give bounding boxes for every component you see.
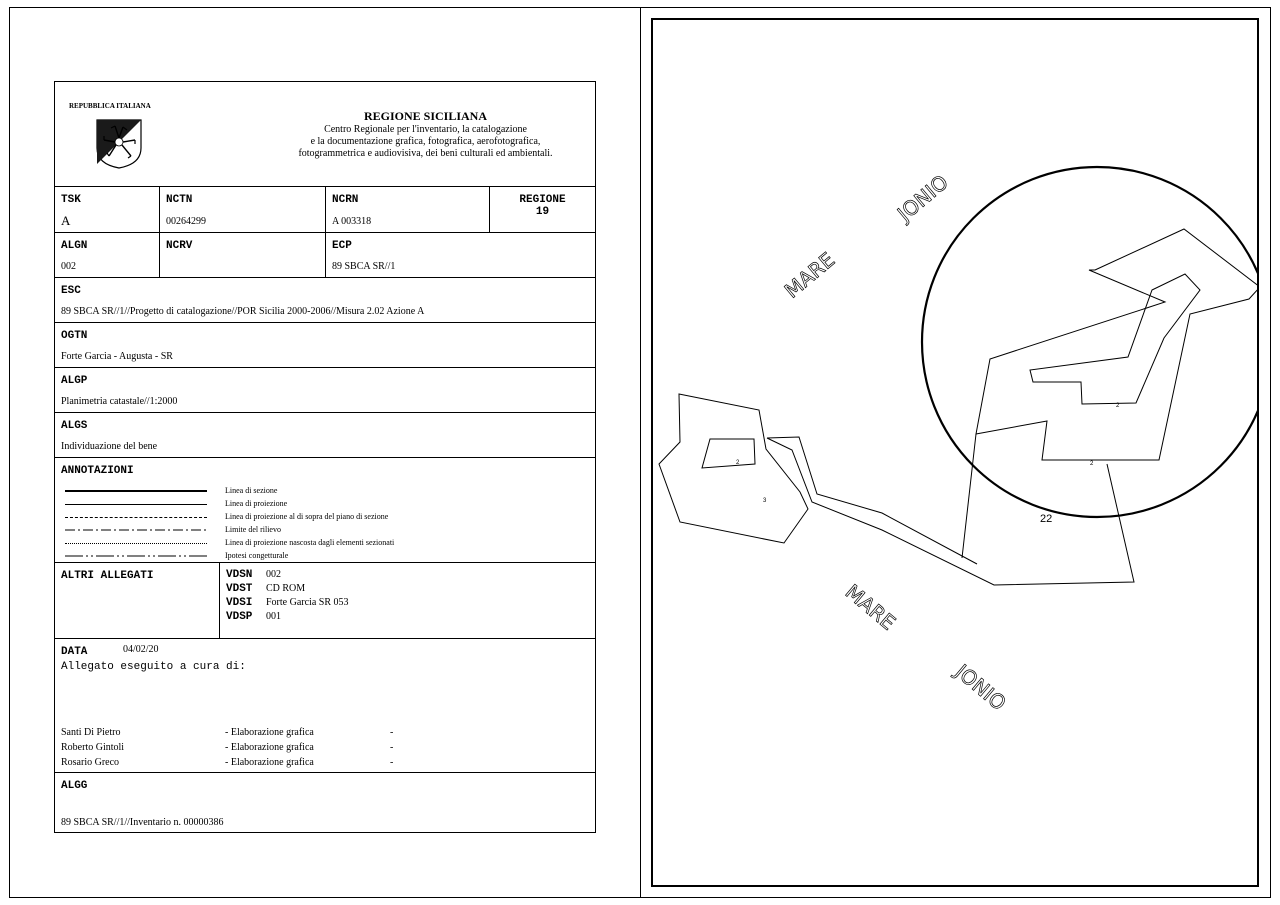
cell-allegati-label (55, 563, 219, 638)
person-extra: - (390, 742, 394, 753)
sea-label-top-1: MARE (779, 247, 840, 303)
row-altri-allegati (55, 563, 595, 639)
ncrn-value: A 003318 (332, 216, 372, 227)
legend-text: Linea di proiezione nascosta dagli elementi sezionati (225, 538, 395, 547)
person-name: Roberto Gintoli (61, 742, 125, 753)
algg-value: 89 SBCA SR//1//Inventario n. 00000386 (61, 817, 224, 828)
annotazioni-label: ANNOTAZIONI (61, 465, 134, 477)
catalogue-card (54, 81, 596, 833)
ncrn-label: NCRN (332, 194, 359, 206)
parcel-main (976, 229, 1257, 460)
vdsp-line (226, 611, 281, 623)
algn-value: 002 (61, 261, 76, 272)
center-line-2: e la documentazione grafica, fotografica, aerofotografica, (310, 136, 541, 147)
building-west (702, 439, 755, 468)
person-role: - Elaborazione grafica (225, 727, 314, 738)
ogtn-label: OGTN (61, 330, 88, 342)
data-date: 04/02/20 (123, 644, 159, 655)
card-header (55, 82, 595, 187)
sea-label-top-2: JONIO (892, 170, 953, 226)
legend-item-hidden (65, 538, 485, 551)
row-data (55, 639, 595, 773)
ogtn-value: Forte Garcia - Augusta - SR (61, 351, 173, 362)
legend-text: Limite del rilievo (225, 525, 281, 534)
nctn-label: NCTN (166, 194, 193, 206)
legend-item-projection (65, 499, 485, 512)
person-name: Santi Di Pietro (61, 727, 121, 738)
row-algs (55, 413, 595, 458)
algs-value: Individuazione del bene (61, 441, 158, 452)
vdsi-value: Forte Garcia SR 053 (266, 597, 349, 608)
algn-label: ALGN (61, 240, 88, 252)
row-esc (55, 278, 595, 323)
marker-label: 2 (1116, 403, 1120, 409)
sea-label-bottom-1: MARE (840, 579, 901, 635)
row-tsk (55, 187, 595, 233)
tsk-value: A (61, 213, 71, 228)
cell-ncrn (325, 187, 489, 232)
row-algg (55, 773, 595, 832)
region-emblem-icon (95, 118, 143, 175)
vdst-line (226, 583, 305, 595)
regione-value: 19 (535, 206, 550, 218)
data-label: DATA (61, 646, 88, 658)
legend-text: Ipotesi congetturale (225, 551, 289, 560)
allegati-label: ALTRI ALLEGATI (61, 570, 154, 582)
algg-label: ALGG (61, 780, 88, 792)
cell-nctn (159, 187, 325, 232)
road-outline (767, 434, 1134, 585)
row-algn (55, 233, 595, 278)
regione-label: REGIONE (519, 194, 566, 206)
esc-label: ESC (61, 285, 81, 297)
legend-item-section (65, 486, 485, 499)
cell-regione (489, 187, 595, 232)
road-inner (767, 437, 977, 564)
vdsp-key: VDSP (226, 611, 253, 623)
person-role: - Elaborazione grafica (225, 757, 314, 768)
legend-item-survey-limit (65, 525, 485, 538)
center-line-1: Centro Regionale per l'inventario, la catalogazione (324, 124, 527, 135)
ecp-label: ECP (332, 240, 352, 252)
cadastral-map (653, 20, 1257, 885)
building-main (1030, 274, 1200, 404)
legend-swatch-solid-thin (65, 504, 207, 505)
center-line-3: fotogrammetrica e audiovisiva, dei beni culturali ed ambientali. (298, 148, 553, 159)
vdsn-key: VDSN (226, 569, 253, 581)
legend-swatch-dotted (65, 543, 207, 544)
algp-value: Planimetria catastale//1:2000 (61, 396, 178, 407)
region-title: REGIONE SICILIANA (363, 109, 488, 123)
legend-swatch-dashed (65, 517, 207, 518)
vdst-key: VDST (226, 583, 253, 595)
ncrv-label: NCRV (166, 240, 193, 252)
person-extra: - (390, 727, 394, 738)
vdsi-line (226, 597, 349, 609)
vdst-value: CD ROM (266, 583, 306, 594)
vdsp-value: 001 (266, 611, 281, 622)
vdsn-line (226, 569, 281, 581)
row-ogtn (55, 323, 595, 368)
legend-swatch-dash-dot (65, 527, 207, 533)
cell-ecp (325, 233, 595, 277)
legend-text: Linea di proiezione (225, 499, 288, 508)
tsk-label: TSK (61, 194, 81, 206)
republic-label: REPUBBLICA ITALIANA (69, 102, 151, 110)
parcel-number-label: 22 (1040, 513, 1053, 525)
algs-label: ALGS (61, 420, 88, 432)
vdsn-value: 002 (266, 569, 281, 580)
ecp-value: 89 SBCA SR//1 (332, 261, 396, 272)
cura-text: Allegato eseguito a cura di: (61, 661, 246, 673)
marker-label: 2 (1090, 461, 1094, 467)
parcel-west (659, 394, 808, 543)
person-role: - Elaborazione grafica (225, 742, 314, 753)
vdsi-key: VDSI (226, 597, 253, 609)
cell-algn (55, 233, 159, 277)
person-name: Rosario Greco (61, 757, 120, 768)
marker-label: 2 (736, 460, 740, 466)
legend-item-projection-above (65, 512, 485, 525)
row-algp (55, 368, 595, 413)
cell-tsk (55, 187, 159, 232)
legend-text: Linea di sezione (225, 486, 278, 495)
person-extra: - (390, 757, 394, 768)
legend-text: Linea di proiezione al di sopra del piano di sezione (225, 512, 389, 521)
region-title-block (283, 108, 568, 160)
legend-swatch-solid-thick (65, 490, 207, 492)
cell-allegati-values (219, 563, 595, 638)
row-annotazioni (55, 458, 595, 563)
cell-ncrv (159, 233, 325, 277)
page-divider (640, 7, 641, 898)
nctn-value: 00264299 (166, 216, 206, 227)
algp-label: ALGP (61, 375, 88, 387)
marker-label: 3 (763, 498, 767, 504)
map-frame (651, 18, 1259, 887)
esc-value: 89 SBCA SR//1//Progetto di catalogazione//POR Sicilia 2000-2006//Misura 2.02 Azione A (61, 306, 425, 317)
sea-label-bottom-2: JONIO (950, 659, 1011, 716)
legend-swatch-dash-dot-dot (65, 553, 207, 559)
